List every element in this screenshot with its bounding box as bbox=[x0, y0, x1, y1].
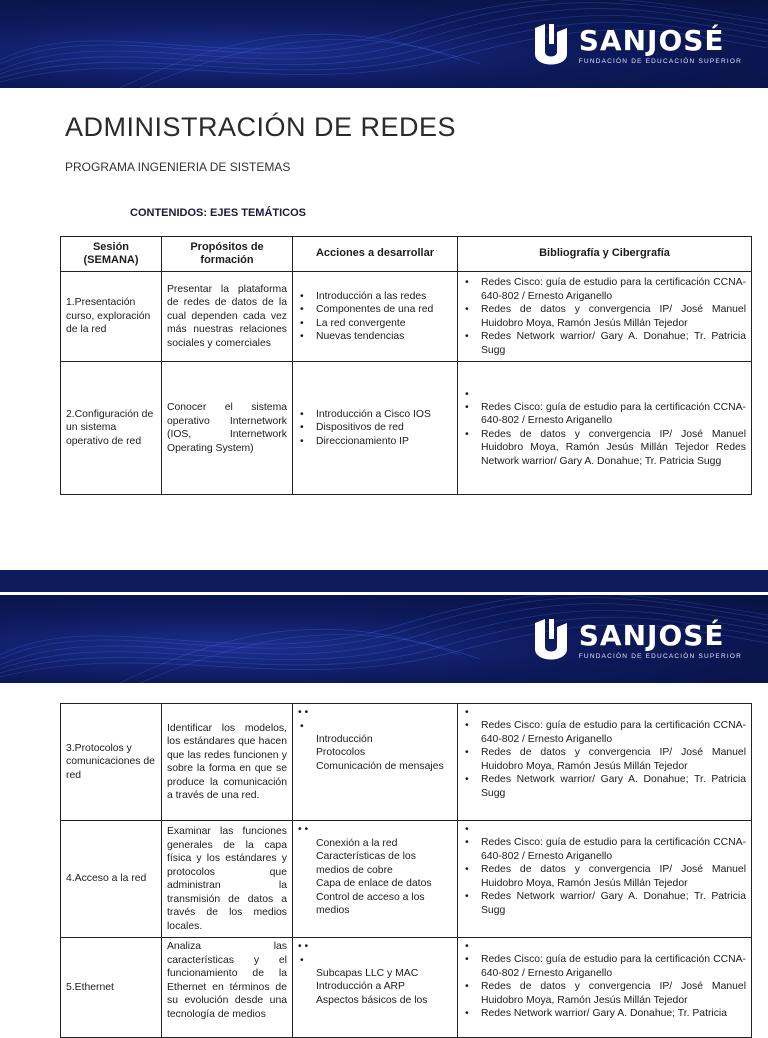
action-item bbox=[298, 954, 452, 967]
table-header-row bbox=[61, 237, 752, 272]
biblio-item: • Redes Network warrior/ Gary A. Donahue; Tr. Patricia Sugg bbox=[463, 890, 746, 917]
biblio-item: • Redes Cisco: guía de estudio para la certificación CCNA-640-802 / Ernesto Ariganello bbox=[463, 276, 746, 303]
biblio-item: • Redes Cisco: guía de estudio para la certificación CCNA-640-802 / Ernesto Ariganello bbox=[463, 953, 746, 980]
biblio-item: • Redes Cisco: guía de estudio para la certificación CCNA-640-802 / Ernesto Ariganello bbox=[463, 719, 746, 746]
biblio-item: • Redes de datos y convergencia IP/ José Manuel Huidobro Moya, Ramón Jesús Millán Tejedor bbox=[463, 863, 746, 890]
biblio-cell bbox=[458, 821, 752, 938]
contents-table-1 bbox=[60, 236, 752, 495]
action-item: • Nuevas tendencias bbox=[298, 330, 452, 344]
bullet-marks: • • bbox=[298, 824, 309, 835]
action-item: • Introducción a las redes bbox=[298, 290, 452, 304]
biblio-cell bbox=[458, 704, 752, 821]
header-biblio: Bibliografía y Cibergrafía bbox=[458, 237, 752, 272]
biblio-item: • Redes de datos y convergencia IP/ José Manuel Huidobro Moya, Ramón Jesús Millán Tejedor Redes Network warrior/ Gary A. Donahue; Tr. Patricia Sugg bbox=[463, 428, 746, 469]
header-banner-page-2 bbox=[0, 595, 768, 683]
biblio-item bbox=[463, 706, 746, 719]
action-item: Subcapas LLC y MAC bbox=[316, 967, 419, 979]
biblio-item: • Redes Network warrior/ Gary A. Donahue; Tr. Patricia Sugg bbox=[463, 330, 746, 357]
purpose-cell: Presentar la plataforma de redes de datos de la cual dependen cada vez más nuestras relaciones sociales y comerciales bbox=[162, 272, 293, 362]
session-cell: 2.Configuración de un sistema operativo de red bbox=[61, 362, 162, 495]
bullet-marks: • • bbox=[298, 707, 309, 718]
session-cell: 3.Protocolos y comunicaciones de red bbox=[61, 704, 162, 821]
actions-cell bbox=[293, 362, 458, 495]
action-item bbox=[298, 720, 452, 733]
header-actions: Acciones a desarrollar bbox=[293, 237, 458, 272]
session-cell: 4.Acceso a la red bbox=[61, 821, 162, 938]
table-row bbox=[61, 821, 752, 938]
biblio-item bbox=[463, 388, 746, 401]
logo-tagline: FUNDACIÓN DE EDUCACIÓN SUPERIOR bbox=[578, 652, 742, 660]
actions-cell bbox=[293, 704, 458, 821]
logo bbox=[531, 617, 742, 663]
top-strip-page-2 bbox=[0, 570, 768, 592]
biblio-item bbox=[463, 940, 746, 953]
action-item: Comunicación de mensajes bbox=[316, 760, 444, 772]
header-banner bbox=[0, 0, 768, 88]
logo-name: SANJOSÉ bbox=[578, 618, 725, 652]
logo bbox=[531, 22, 742, 68]
action-item: Protocolos bbox=[316, 747, 366, 758]
actions-cell bbox=[293, 938, 458, 1038]
biblio-item bbox=[463, 823, 746, 836]
action-item: • Introducción a Cisco IOS bbox=[298, 408, 452, 422]
biblio-item: • Redes Cisco: guía de estudio para la certificación CCNA-640-802 / Ernesto Ariganello bbox=[463, 401, 746, 428]
biblio-item: • Redes Network warrior/ Gary A. Donahue; Tr. Patricia Sugg bbox=[463, 773, 746, 800]
action-item: • Dispositivos de red bbox=[298, 421, 452, 435]
session-cell: 5.Ethernet bbox=[61, 938, 162, 1038]
purpose-cell: Identificar los modelos, los estándares que hacen que las redes funcionen y sobre la forma en que se produce la comunicación a través de una red. bbox=[162, 704, 293, 821]
logo-name: SANJOSÉ bbox=[578, 23, 725, 57]
purpose-cell: Conocer el sistema operativo Internetwork (IOS, Internetwork Operating System) bbox=[162, 362, 293, 495]
contents-table-2 bbox=[60, 703, 752, 1038]
program-name: PROGRAMA INGENIERIA DE SISTEMAS bbox=[65, 160, 291, 174]
biblio-item: • Redes de datos y convergencia IP/ José Manuel Huidobro Moya, Ramón Jesús Millán Tejedor bbox=[463, 980, 746, 1007]
actions-cell bbox=[293, 821, 458, 938]
action-item: • Direccionamiento IP bbox=[298, 435, 452, 449]
action-item: Conexión a la red bbox=[316, 837, 398, 849]
logo-tagline: FUNDACIÓN DE EDUCACIÓN SUPERIOR bbox=[578, 57, 742, 65]
purpose-cell: Examinar las funciones generales de la capa física y los estándares y protocolos que administran la transmisión de datos a través de los medios locales. bbox=[162, 821, 293, 938]
biblio-item: • Redes Network warrior/ Gary A. Donahue; Tr. Patricia bbox=[463, 1007, 746, 1021]
action-item: Introducción a ARP bbox=[316, 981, 405, 992]
table-row bbox=[61, 704, 752, 821]
action-item: • Componentes de una red bbox=[298, 303, 452, 317]
biblio-cell bbox=[458, 272, 752, 362]
biblio-cell bbox=[458, 938, 752, 1038]
bullet-marks: • • bbox=[298, 941, 309, 952]
table-row bbox=[61, 938, 752, 1038]
sanjose-logo-icon bbox=[531, 617, 571, 663]
header-session: Sesión (SEMANA) bbox=[61, 237, 162, 272]
table-row bbox=[61, 272, 752, 362]
actions-cell bbox=[293, 272, 458, 362]
purpose-cell: Analiza las características y el funcionamiento de la Ethernet en términos de su evolución desde una tecnología de medios bbox=[162, 938, 293, 1038]
action-item: Características de los medios de cobre bbox=[316, 851, 416, 876]
section-heading: CONTENIDOS: EJES TEMÁTICOS bbox=[130, 207, 307, 219]
table-row bbox=[61, 362, 752, 495]
page-title: ADMINISTRACIÓN DE REDES bbox=[65, 112, 457, 142]
biblio-item: • Redes de datos y convergencia IP/ José Manuel Huidobro Moya, Ramón Jesús Millán Tejedor bbox=[463, 303, 746, 330]
header-purposes: Propósitos de formación bbox=[162, 237, 293, 272]
biblio-item: • Redes Cisco: guía de estudio para la certificación CCNA-640-802 / Ernesto Ariganello bbox=[463, 836, 746, 863]
session-cell: 1.Presentación curso, exploración de la red bbox=[61, 272, 162, 362]
action-item: Introducción bbox=[316, 733, 373, 745]
biblio-cell bbox=[458, 362, 752, 495]
action-item: • La red convergente bbox=[298, 317, 452, 331]
action-item: Aspectos básicos de los bbox=[316, 994, 428, 1006]
action-item: Control de acceso a los medios bbox=[316, 891, 425, 916]
sanjose-logo-icon bbox=[531, 22, 571, 68]
action-item: Capa de enlace de datos bbox=[316, 878, 432, 889]
biblio-item: • Redes de datos y convergencia IP/ José Manuel Huidobro Moya, Ramón Jesús Millán Tejedor bbox=[463, 746, 746, 773]
